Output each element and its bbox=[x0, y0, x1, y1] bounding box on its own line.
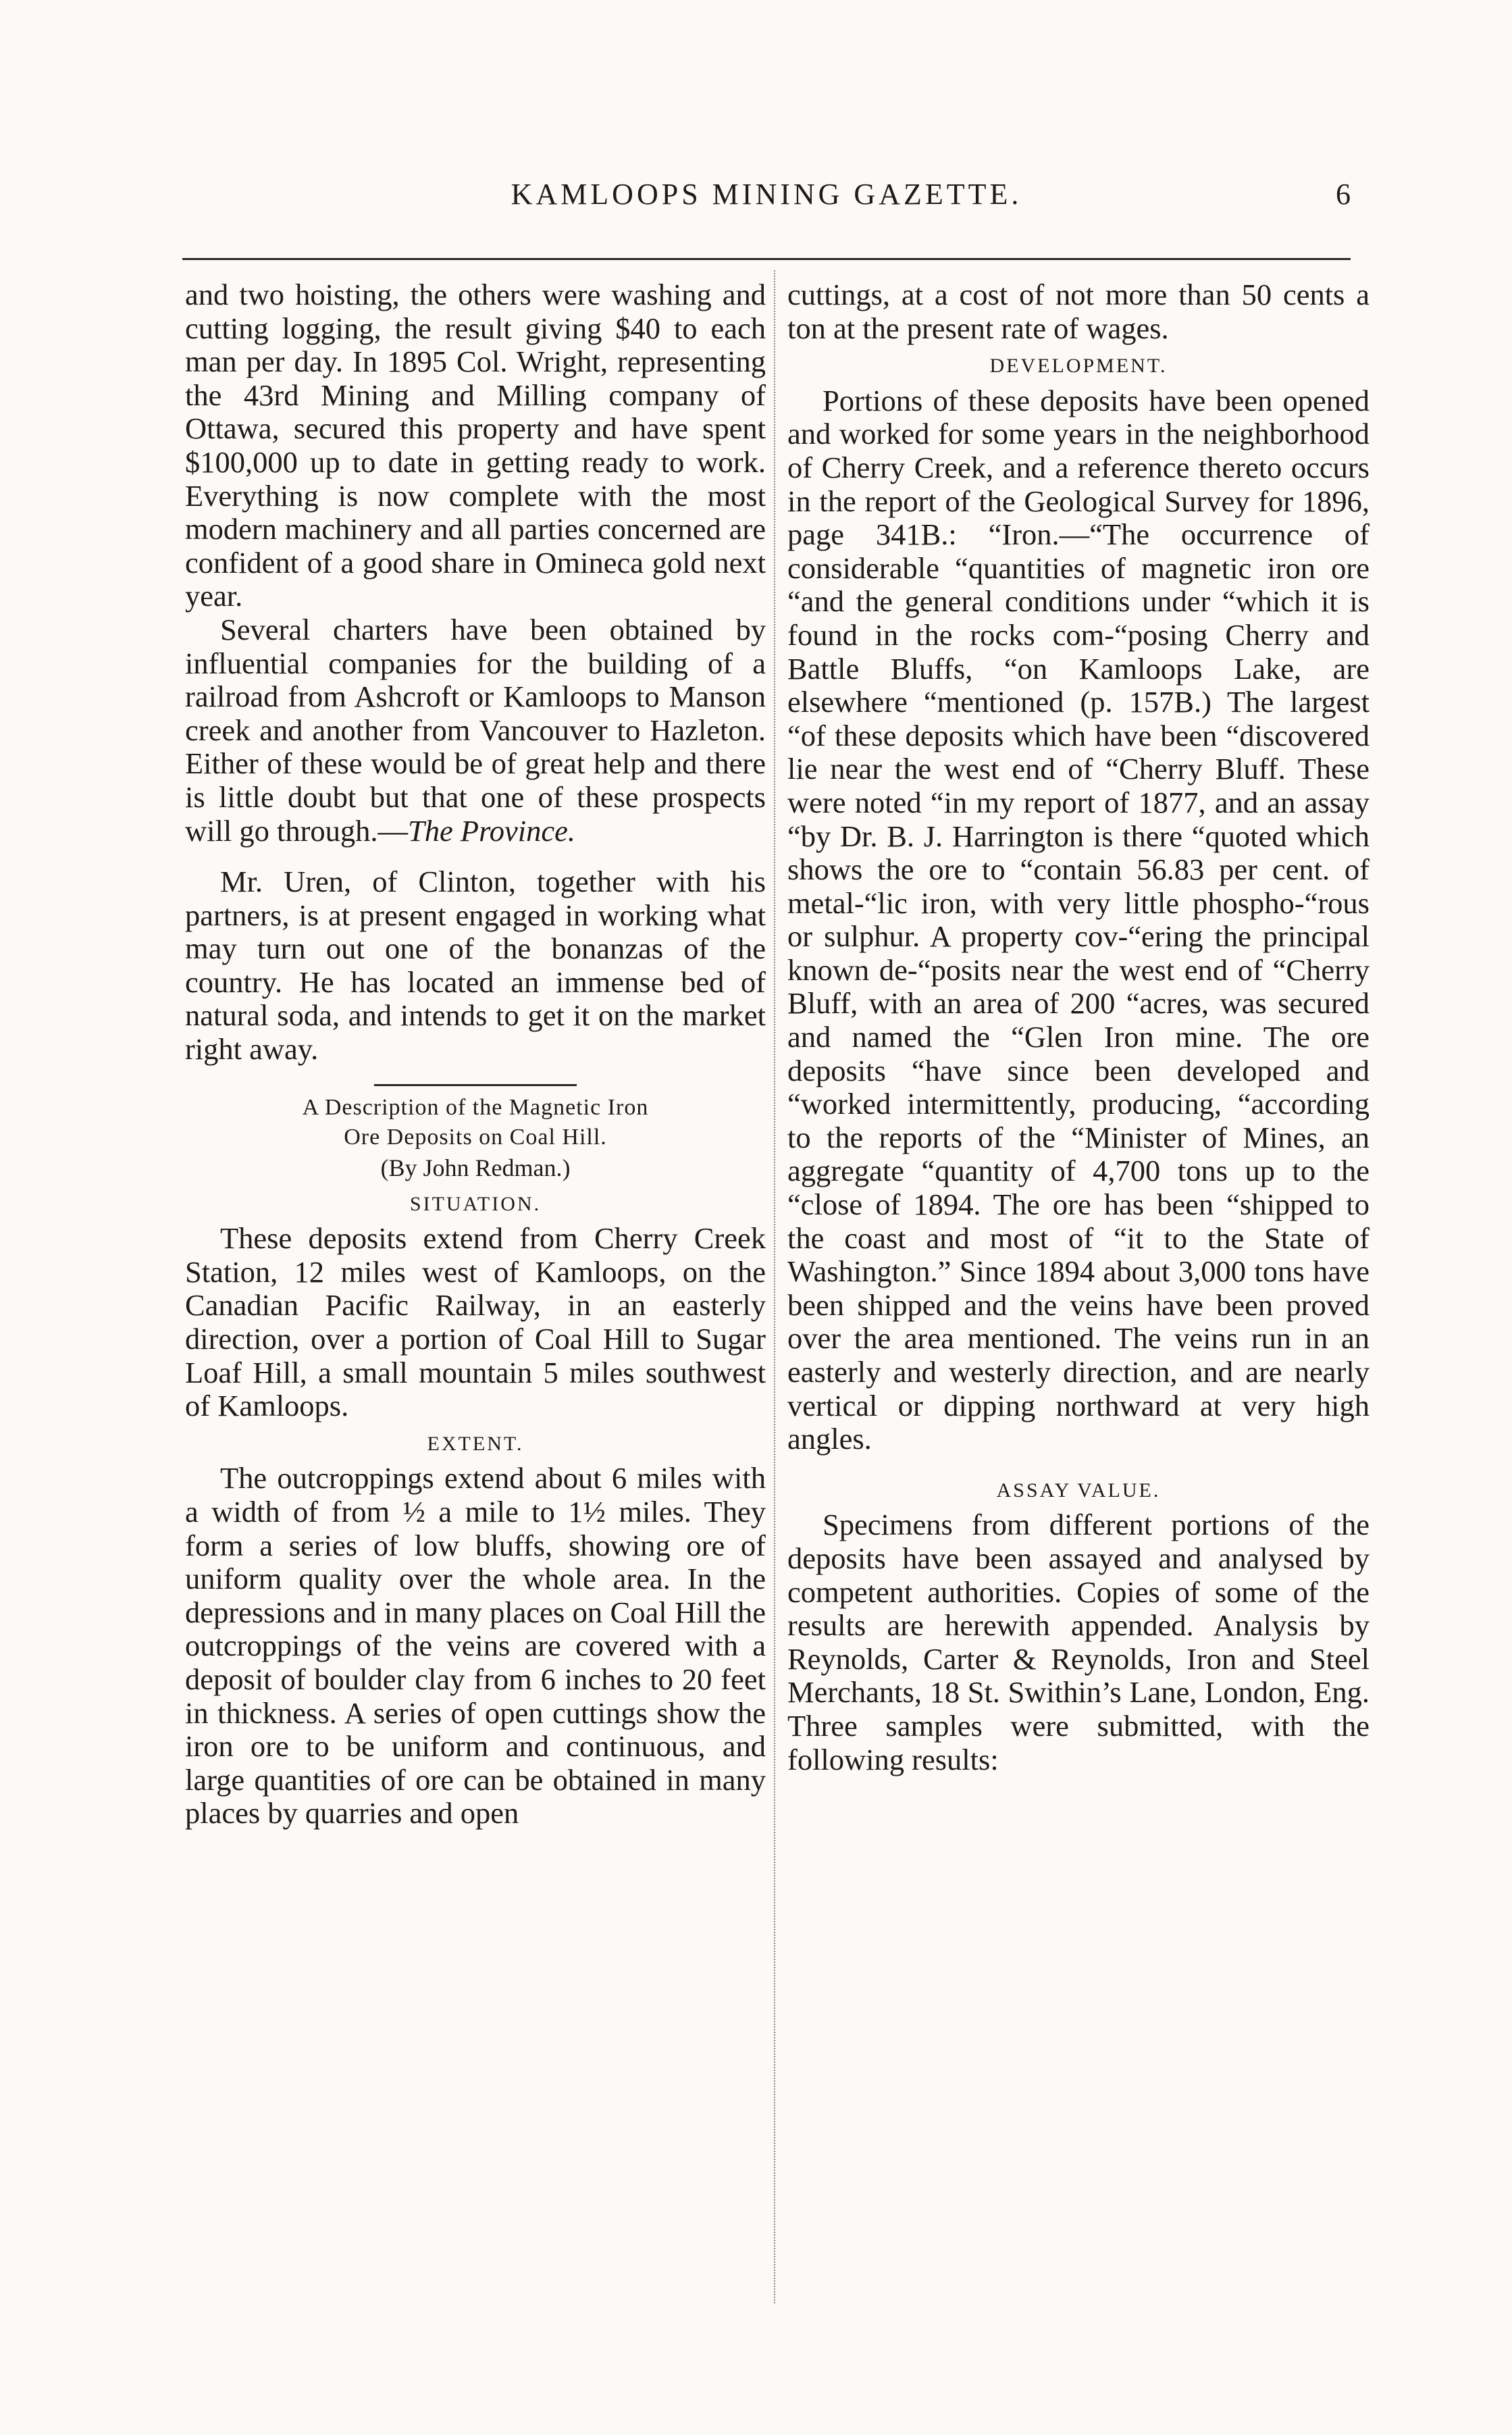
byline: (By John Redman.) bbox=[380, 1154, 571, 1181]
article-title-line-2: Ore Deposits on Coal Hill. bbox=[344, 1124, 607, 1150]
paragraph: and two hoisting, the others were washing and cutting logging, the result giving $40 to each man per day. In 1895 Col. Wright, representing the 43rd Mining and Milling company of Ottawa, secured this property and have spent $100,000 up to date in getting ready to work. Everything is now complete with the most modern machinery and all parties concerned are confident of a good share in Omineca gold next year. bbox=[185, 278, 766, 613]
right-column bbox=[787, 278, 1370, 1776]
paragraph-text: Several charters have been obtained by influential companies for the building of a railroad from Ashcroft or Kamloops to Manson creek and another from Vancouver to Hazleton. Either of these would be of great help and there is little doubt but that one of these prospects will go through.— bbox=[185, 612, 766, 848]
paragraph: cuttings, at a cost of not more than 50 cents a ton at the present rate of wages. bbox=[787, 278, 1370, 345]
header-rule bbox=[182, 258, 1351, 260]
paragraph: The outcroppings extend about 6 miles with a width of from ½ a mile to 1½ miles. They form a series of low bluffs, showing ore of uniform quality over the whole area. In the depressions and in many places on Coal Hill the outcroppings of the veins are covered with a deposit of boulder clay from 6 inches to 20 feet in thickness. A series of open cuttings show the iron ore to be uniform and continuous, and large quantities of ore can be obtained in many places by quarries and open bbox=[185, 1461, 766, 1830]
paragraph bbox=[185, 613, 766, 848]
paragraph: Portions of these deposits have been opened and worked for some years in the neighborhood of Cherry Creek, and a reference thereto occurs in the report of the Geological Survey for 1896, page 341B.: “Iron.—“The occurrence of considerable “quantities of magnetic iron ore “and the general conditions under “which it is found in the rocks com-“posing Cherry and Battle Bluffs, “on Kamloops Lake, are elsewhere “mentioned (p. 157B.) The largest “of these deposits which have been “discovered lie near the west end of “Cherry Bluff. These were noted “in my report of 1877, and an assay “by Dr. B. J. Harrington is there “quoted which shows the ore to “contain 56.83 per cent. of metal-“lic iron, with very little phospho-“rous or sulphur. A property cov-“ering the principal known de-“posits near the west end of “Cherry Bluff, with an area of 200 “acres, was secured and named the “Glen Iron mine. The ore deposits “have since been developed and “worked intermittently, producing, “according to the reports of the “Minister of Mines, an aggregate “quantity of 4,700 tons up to the “close of 1894. The ore has been “shipped to the coast and most of “it to the State of Washington.” Since 1894 about 3,000 tons have been shipped and the veins have been proved over the area mentioned. The veins run in an easterly and westerly direction, and are nearly vertical or dipping northward at very high angles. bbox=[787, 383, 1370, 1456]
section-heading-development: DEVELOPMENT. bbox=[989, 355, 1168, 378]
section-heading-extent: EXTENT. bbox=[427, 1432, 524, 1455]
source-credit: The Province. bbox=[408, 813, 576, 848]
section-heading-assay-value: ASSAY VALUE. bbox=[996, 1479, 1161, 1502]
section-divider bbox=[374, 1084, 577, 1086]
paragraph: Mr. Uren, of Clinton, together with his partners, is at present engaged in working what may turn out one of the bonanzas of the country. He has located an immense bed of natural soda, and intends to get it on the market right away. bbox=[185, 865, 766, 1067]
newspaper-title: KAMLOOPS MINING GAZETTE. bbox=[511, 178, 1022, 211]
column-separator bbox=[774, 270, 775, 2303]
paragraph: Specimens from different portions of the deposits have been assayed and analysed by competent authorities. Copies of some of the results are herewith appended. Analysis by Reynolds, Carter & Reynolds, Iron and Steel Merchants, 18 St. Swithin’s Lane, London, Eng. Three samples were submitted, with the following results: bbox=[787, 1508, 1370, 1776]
section-heading-situation: SITUATION. bbox=[409, 1192, 542, 1215]
page-number: 6 bbox=[1336, 178, 1351, 211]
left-column bbox=[185, 278, 766, 1830]
paragraph: These deposits extend from Cherry Creek Station, 12 miles west of Kamloops, on the Canadian Pacific Railway, in an easterly direction, over a portion of Coal Hill to Sugar Loaf Hill, a small mountain 5 miles southwest of Kamloops. bbox=[185, 1221, 766, 1423]
article-title-line-1: A Description of the Magnetic Iron bbox=[302, 1094, 649, 1120]
page-header bbox=[182, 177, 1351, 224]
